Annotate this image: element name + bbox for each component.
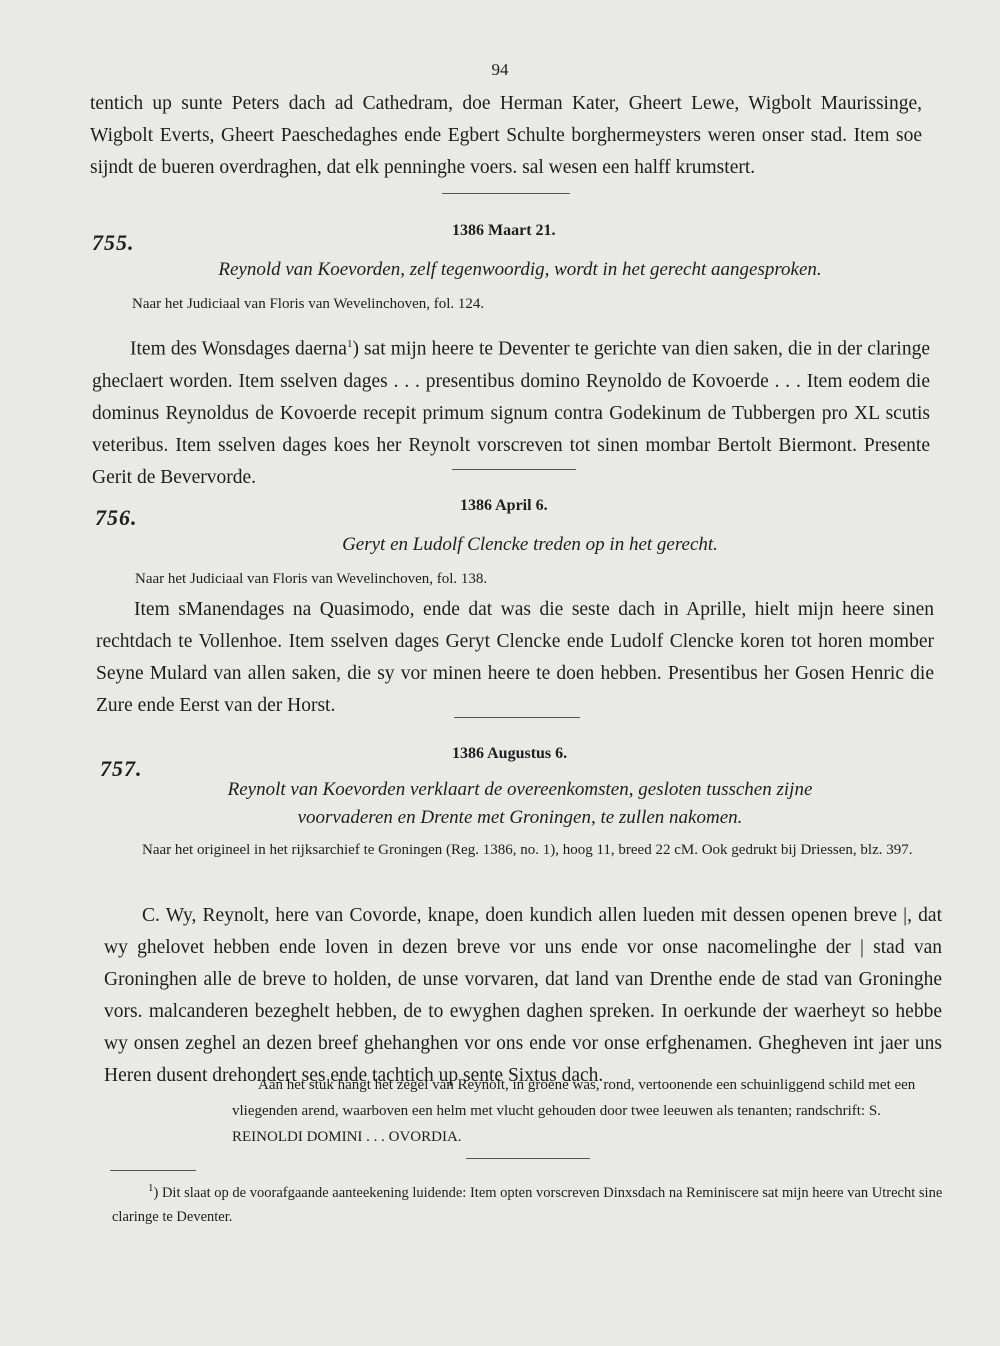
footnote-reference: 1: [346, 338, 353, 350]
entry-summary: Geryt en Ludolf Clencke treden op in het gerecht.: [342, 534, 718, 555]
intro-paragraph: tentich up sunte Peters dach ad Cathedram, doe Herman Kater, Gheert Lewe, Wigbolt Maurissinge, Wigbolt Everts, Gheert Paeschedaghes ende Egbert Schulte borghermeysters weren onser stad. Item soe sijndt de bueren overdraghen, dat elk penninghe voers. sal wesen een halff krumstert.: [90, 93, 922, 178]
entry-number: 756.: [95, 505, 138, 530]
entry-summary: Reynold van Koevorden, zelf tegenwoordig, wordt in het gerecht aangesproken.: [218, 259, 822, 280]
entry-number: 755.: [92, 230, 135, 255]
entry-date: 1386 April 6.: [460, 497, 548, 514]
entry-date: 1386 Augustus 6.: [452, 745, 568, 762]
footnote-mark: 1: [148, 1182, 154, 1194]
separator-rule: [454, 717, 580, 718]
separator-rule: [442, 193, 570, 194]
seal-description: Aan het stuk hangt het zegel van Reynolt, in groene was, rond, vertoonende een schuinliggend schild met een vliegenden arend, waarboven een helm met vlucht gehouden door twee leeuwen als tenanten; randschrift: S. REINOLDI DOMINI . . . OVORDIA.: [232, 1077, 916, 1145]
entry-source: Naar het origineel in het rijksarchief te Groningen (Reg. 1386, no. 1), hoog 11, breed 22 cM. Ook gedrukt bij Driessen, blz. 397.: [142, 842, 913, 858]
entry-summary-line-1: Reynolt van Koevorden verklaart de overeenkomsten, gesloten tusschen zijne: [227, 779, 813, 800]
entry-source: Naar het Judiciaal van Floris van Wevelinchoven, fol. 138.: [135, 571, 488, 587]
separator-rule: [466, 1158, 590, 1159]
entry-text: Item sManendages na Quasimodo, ende dat was die seste dach in Aprille, hielt mijn heere sinen rechtdach te Vollenhoe. Item sselven dages Geryt Clencke ende Ludolf Clencke koren tot horen momber Seyne Mulard van allen saken, die sy vor minen heere te doen hebben. Presentibus her Gosen Henric die Zure ende Eerst van der Horst.: [96, 599, 934, 716]
page-number: 94: [491, 60, 509, 79]
entry-date: 1386 Maart 21.: [452, 222, 556, 239]
separator-rule: [452, 469, 576, 470]
footnote-text: ) Dit slaat op de voorafgaande aanteekening luidende: Item opten vorscreven Dinxsdach na Reminiscere sat mijn heere van Utrecht sine claringe te Deventer.: [112, 1184, 943, 1225]
entry-number: 757.: [100, 756, 143, 781]
footnote-rule: [110, 1170, 196, 1171]
entry-text: C. Wy, Reynolt, here van Covorde, knape, doen kundich allen lueden mit dessen openen breve |, dat wy ghelovet hebben ende loven in dezen breve vor uns ende vor onse nacomelinghe der | stad van Groninghen alle de breve to holden, de unse vorvaren, dat land van Drenthe ende de stad van Groninghe vors. malcanderen bezeghelt hebben, de to ewyghen daghen spreken. In oerkunde der waerheyt so hebbe wy onsen zeghel an dezen breef ghehanghen vor ons ende vor onse erfghenamen. Ghegheven int jaer uns Heren dusent drehondert ses ende tachtich up sente Sixtus dach.: [104, 905, 942, 1086]
entry-text-start: Item des Wonsdages daerna: [130, 338, 347, 360]
entry-summary-line-2: voorvaderen en Drente met Groningen, te zullen nakomen.: [297, 807, 743, 828]
entry-source: Naar het Judiciaal van Floris van Wevelinchoven, fol. 124.: [132, 296, 485, 312]
footnote: [112, 1176, 947, 1229]
entry-text-rest: ) sat mijn heere te Deventer te gerichte van dien saken, die in der claringe gheclaert worden. Item sselven dages . . . presentibus domino Reynoldo de Kovoerde . . . Item eodem die dominus Reynoldus de Kovoerde recepit primum signum contra Godekinum de Tubbergen pro XL scutis veteribus. Item sselven dages koes her Reynolt vorscreven tot sinen mombar Bertolt Biermont. Presente Gerit de Bevervorde.: [92, 338, 930, 488]
